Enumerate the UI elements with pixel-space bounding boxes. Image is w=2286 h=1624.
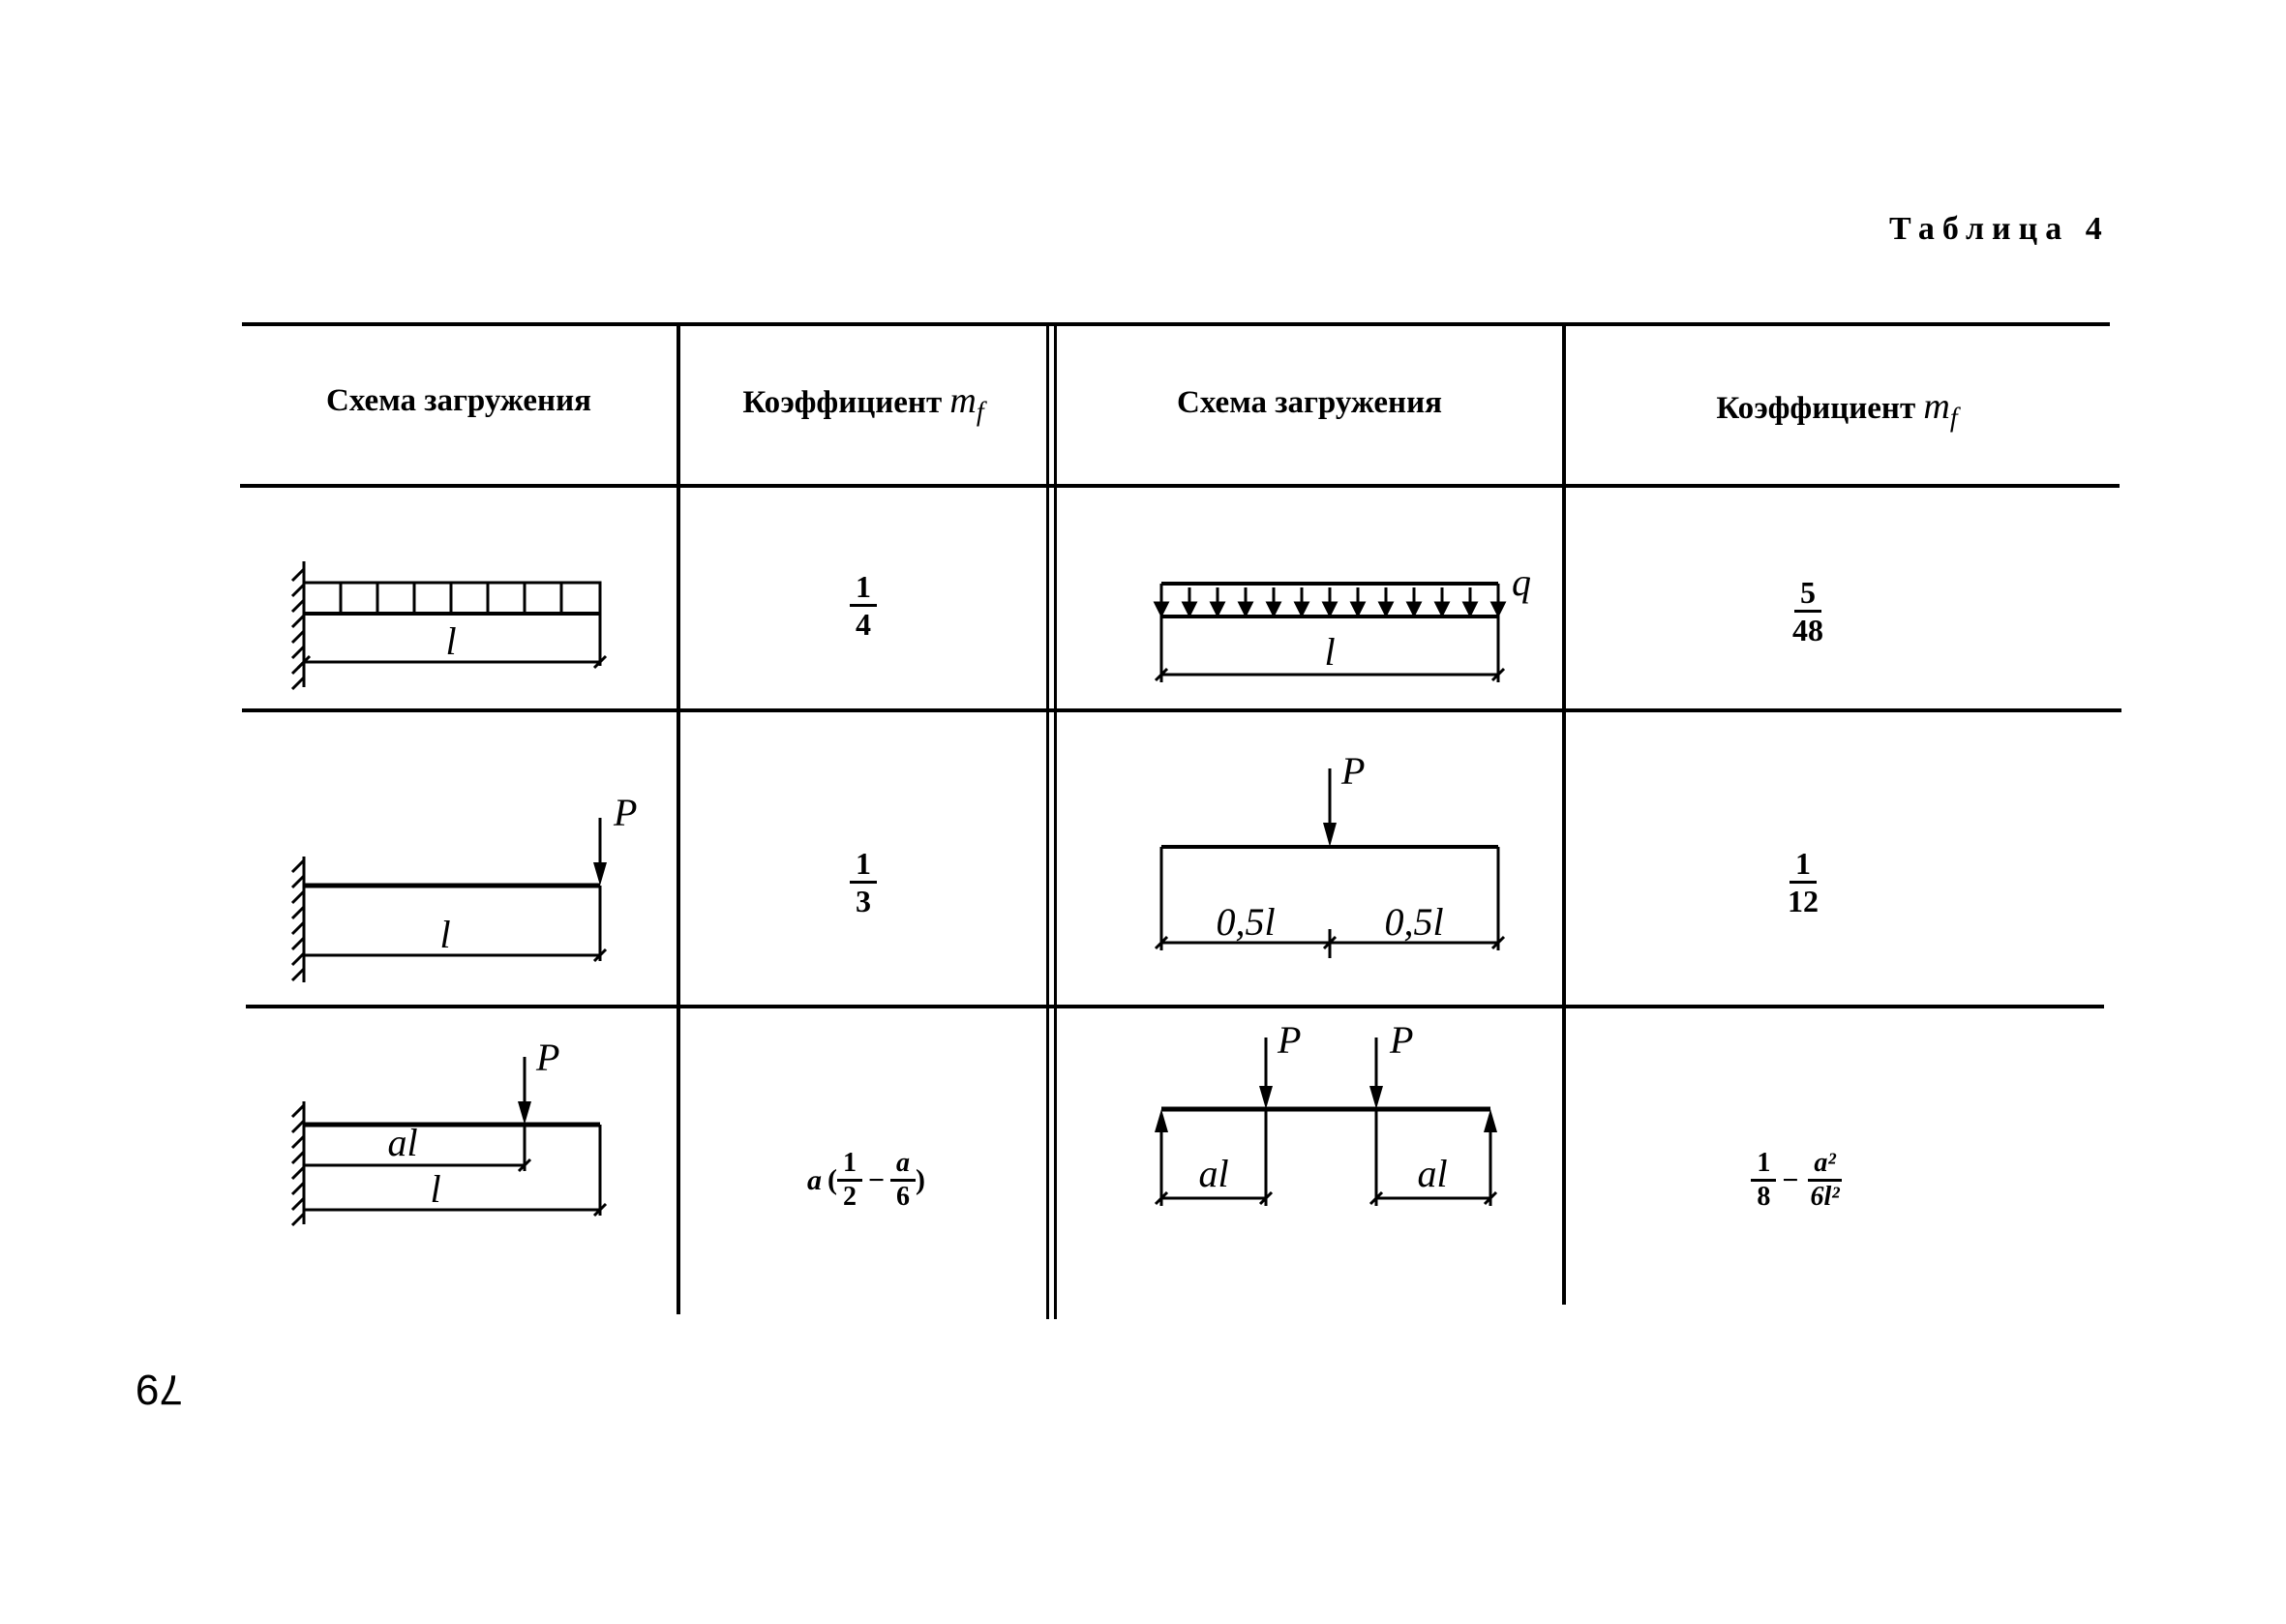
force-label-p: P [614,791,638,834]
header-coef-right-text: Коэффициент [1716,391,1916,426]
coef-prefix-a: a [806,1163,822,1196]
simple-beam-two-loads-diagram [1142,1016,1549,1224]
header-scheme-right-text: Схема загружения [1177,385,1442,420]
fraction: $\frac{1}{2}$ [837,1148,862,1213]
header-coef-left-text: Коэффициент [742,385,943,420]
scheme-simple-beam-uniform-load [1142,556,1549,697]
header-coef-left [680,379,1046,429]
dim-label-length: l [439,913,451,956]
force-arrow-head-left [1259,1086,1273,1109]
fraction: $\frac{\text{a²}}{\text{6l²}}$ [1804,1148,1845,1213]
reaction-arrow-right [1484,1109,1497,1132]
simple-beam-center-load-diagram [1142,745,1549,963]
coef-row3-left: a ( $\frac{1}{2}$ − $\frac{a}{6}$ ) [680,1148,1046,1213]
cantilever-intermediate-load-diagram [281,1036,648,1229]
dim-label-part-left: al [1198,1152,1229,1195]
table-caption: Таблица 4 [1889,211,2110,247]
reaction-arrow-left [1155,1109,1168,1132]
column-divider-double-b [1054,322,1057,1319]
force-label-p: P [1341,749,1366,793]
header-coef-left-symbol: $m_f$ [949,380,984,428]
coef-row2-left [680,846,1046,918]
row2-bottom-rule [246,1005,2104,1008]
header-scheme-left-text: Схема загружения [326,383,591,418]
dim-label-length: l [1324,630,1336,674]
dim-label-half-left: 0,5l [1216,900,1276,944]
header-bottom-rule [240,484,2120,488]
coef-row2-right [1566,846,2040,918]
header-scheme-left [242,383,676,419]
fraction: $\frac{5}{48}$ [1792,575,1823,647]
dim-label-part-right: al [1417,1152,1448,1195]
coef-row3-right: $\frac{1}{8}$ − $\frac{\text{a²}}{\text{6l²}}$ [1566,1148,2030,1213]
fraction: $\frac{1}{3}$ [850,846,877,918]
page-number: 79 [135,1366,183,1413]
scheme-cantilever-uniform-load [281,542,629,697]
dim-label-length: l [445,619,457,663]
force-label-p-left: P [1278,1018,1302,1062]
fraction: $\frac{1}{8}$ [1751,1148,1776,1213]
fraction: $\frac{a}{6}$ [890,1148,916,1213]
simple-beam-uniform-diagram [1142,556,1549,697]
force-label-p-right: P [1390,1018,1414,1062]
force-arrow-head [518,1101,531,1125]
force-arrow-head-right [1369,1086,1383,1109]
column-divider-double-a [1046,322,1049,1319]
fraction: $\frac{1}{4}$ [850,569,877,642]
force-label-p: P [536,1036,560,1079]
cantilever-end-load-diagram [281,789,648,997]
coef-row1-right [1566,575,2050,647]
scheme-cantilever-end-load [281,789,648,997]
uniform-load-arrows [1156,587,1504,615]
scheme-simple-beam-center-load [1142,745,1549,963]
force-arrow-head [1323,823,1337,847]
coef-row1-left [680,569,1046,642]
table-top-rule [242,322,2110,326]
header-coef-right [1566,385,2108,435]
dim-label-length: l [430,1167,441,1211]
fraction: $\frac{1}{12}$ [1788,846,1819,918]
header-coef-right-symbol: $m_f$ [1923,386,1958,434]
dim-label-part: al [387,1121,418,1164]
load-label-q: q [1512,560,1531,604]
scheme-cantilever-intermediate-load [281,1036,648,1229]
dim-label-half-right: 0,5l [1384,900,1444,944]
force-arrow-head [593,862,607,886]
header-scheme-right [1057,385,1562,421]
cantilever-uniform-diagram [281,542,629,697]
scheme-simple-beam-two-loads [1142,1016,1549,1224]
row1-bottom-rule [242,708,2121,712]
